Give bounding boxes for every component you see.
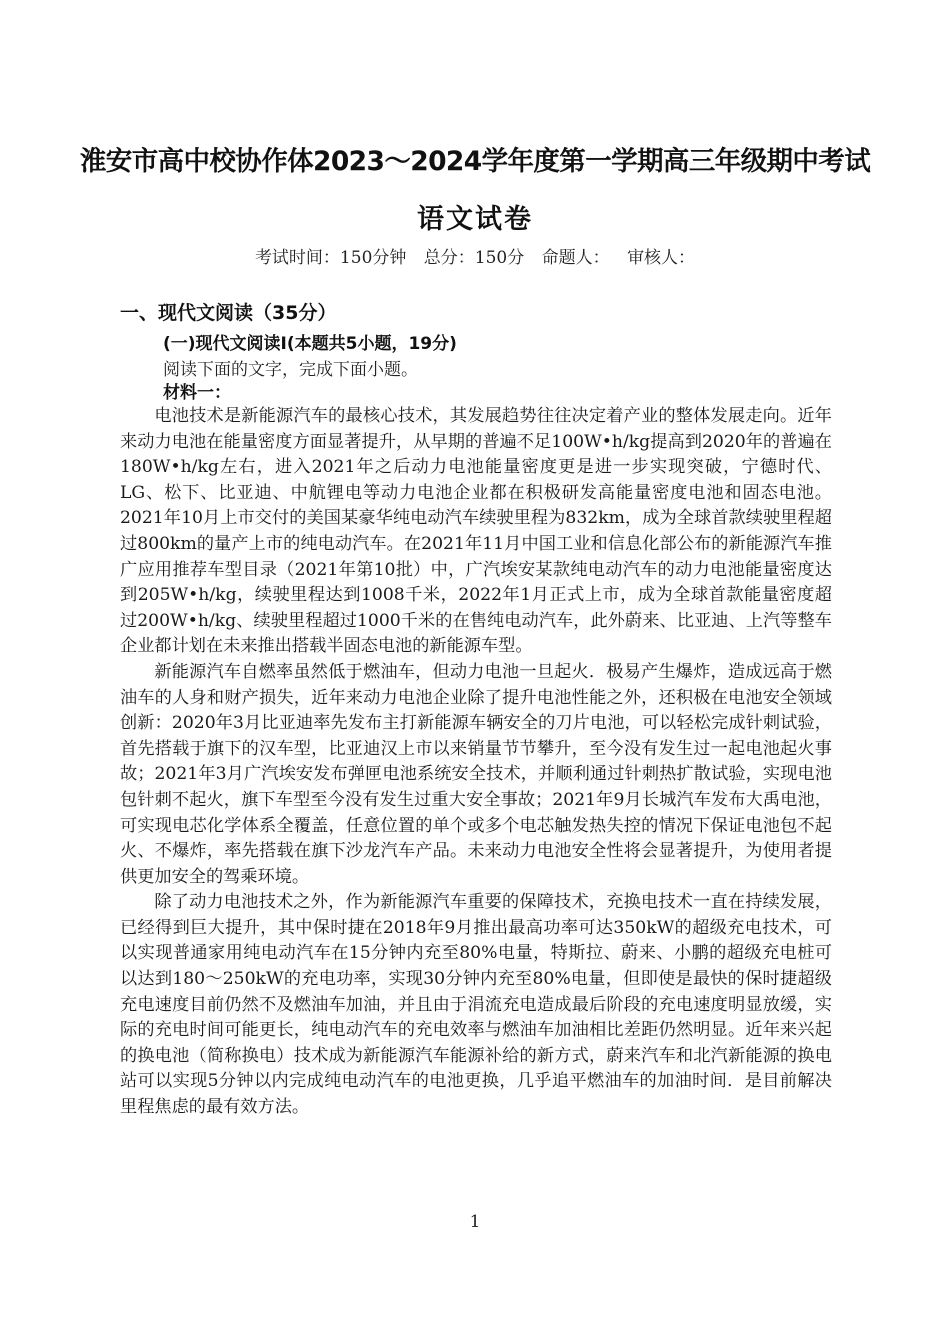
paragraph: 除了动力电池技术之外，作为新能源汽车重要的保障技术，充换电技术一直在持续发展，已经得到巨大提升，其中保时捷在2018年9月推出最高功率可达350kW的超级充电技术，可以实现普通家用纯电动汽车在15分钟内充至80%电量，特斯拉、蔚来、小鹏的超级充电桩可以达到180～250kW的充电功率，实现30分钟内充至80%电量，但即使是最快的保时捷超级充电速度目前仍然不及燃油车加油，并且由于涓流充电造成最后阶段的充电速度明显放缓，实际的充电时间可能更长，纯电动汽车的充电效率与燃油车加油相比差距仍然明显。近年来兴起的换电池（简称换电）技术成为新能源汽车能源补给的新方式，蔚来汽车和北汽新能源的换电站可以实现5分钟以内完成纯电动汽车的电池更换，几乎追平燃油车的加油时间．是目前解决里程焦虑的最有效方法。 xyxy=(120,892,832,1118)
exam-info-line xyxy=(0,243,950,268)
section-heading: 一、现代文阅读（35分） xyxy=(120,302,337,324)
paragraph: 电池技术是新能源汽车的最核心技术，其发展趋势往往决定着产业的整体发展走向。近年来动力电池在能量密度方面显著提升，从早期的普遍不足100W•h/kg提高到2020年的普遍在180W•h/kg左右，进入2021年之后动力电池能量密度更是进一步实现突破，宁德时代、LG、松下、比亚迪、中航锂电等动力电池企业都在积极研发高能量密度电池和固态电池。2021年10月上市交付的美国某豪华纯电动汽车续驶里程为832km，成为全球首款续驶里程超过800km的量产上市的纯电动汽车。在2021年11月中国工业和信息化部公布的新能源汽车推广应用推荐车型目录（2021年第10批）中，广汽埃安某款纯电动汽车的动力电池能量密度达到205W•h/kg，续驶里程达到1008千米，2022年1月正式上市，成为全球首款能量密度超过200W•h/kg、续驶里程超过1000千米的在售纯电动汽车，此外蔚来、比亚迪、上汽等整车企业都计划在未来推出搭载半固态电池的新能源车型。 xyxy=(120,406,832,657)
section-subheading: (一)现代文阅读Ⅰ(本题共5小题，19分) xyxy=(163,334,457,354)
material-label: 材料一： xyxy=(163,383,231,403)
question-setter: 命题人： xyxy=(541,248,610,268)
reading-instruction: 阅读下面的文字，完成下面小题。 xyxy=(163,360,418,380)
exam-subject-title: 语文试卷 xyxy=(417,204,533,235)
exam-time: 考试时间：150分钟 xyxy=(254,248,407,268)
material-body xyxy=(120,404,832,1121)
total-score: 总分：150分 xyxy=(423,248,525,268)
reviewer: 审核人： xyxy=(627,248,696,268)
paragraph: 新能源汽车自燃率虽然低于燃油车，但动力电池一旦起火．极易产生爆炸，造成远高于燃油车的人身和财产损失，近年来动力电池企业除了提升电池性能之外，还积极在电池安全领域创新：2020年3月比亚迪率先发布主打新能源车辆安全的刀片电池，可以轻松完成针刺试验，首先搭载于旗下的汉车型，比亚迪汉上市以来销量节节攀升，至今没有发生过一起电池起火事故；2021年3月广汽埃安发布弹匣电池系统安全技术，并顺利通过针刺热扩散试验，实现电池包针刺不起火，旗下车型至今没有发生过重大安全事故；2021年9月长城汽车发布大禹电池，可实现电芯化学体系全覆盖，任意位置的单个或多个电芯触发热失控的情况下保证电池包不起火、不爆炸，率先搭载在旗下沙龙汽车产品。未来动力电池安全性将会显著提升，为使用者提供更加安全的驾乘环境。 xyxy=(120,661,832,887)
exam-title: 淮安市高中校协作体2023～2024学年度第一学期高三年级期中考试 xyxy=(79,146,871,177)
page-number: 1 xyxy=(469,1212,481,1232)
